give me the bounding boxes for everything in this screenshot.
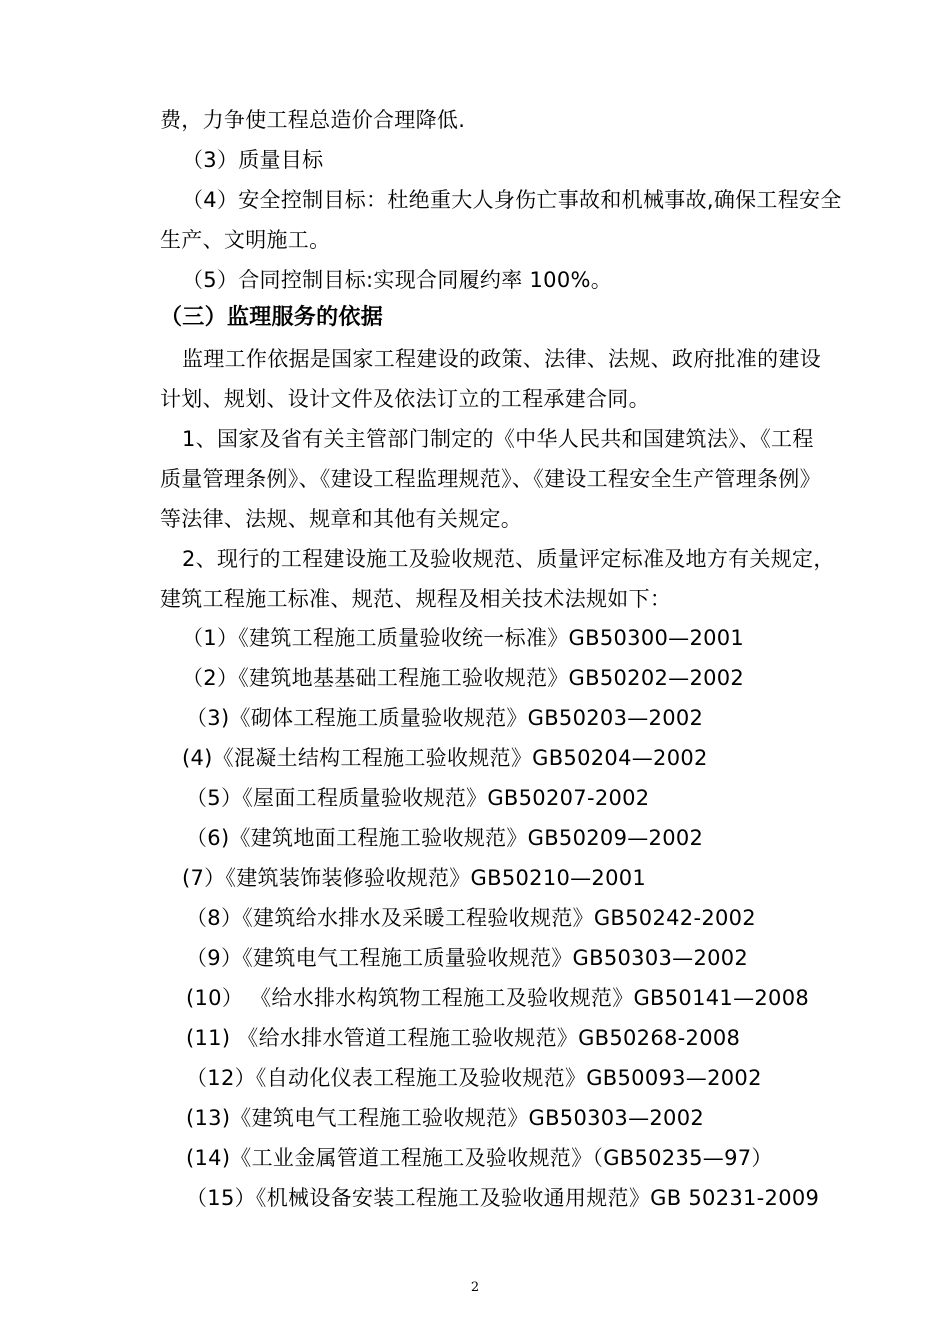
text-line: 费，力争使工程总造价合理降低.	[160, 108, 466, 132]
standard-item: （6)《建筑地面工程施工验收规范》GB50209—2002	[186, 826, 704, 850]
text-line: 监理工作依据是国家工程建设的政策、法律、法规、政府批准的建设	[182, 347, 821, 371]
text-line: 计划、规划、设计文件及依法订立的工程承建合同。	[160, 387, 650, 411]
standard-item: (11) 《给水排水管道工程施工验收规范》GB50268-2008	[186, 1026, 741, 1050]
standard-item: （2）《建筑地基基础工程施工验收规范》GB50202—2002	[182, 666, 745, 690]
standard-item: (4)《混凝土结构工程施工验收规范》GB50204—2002	[182, 746, 708, 770]
standard-item: （9）《建筑电气工程施工质量验收规范》GB50303—2002	[186, 946, 749, 970]
standard-item: （3)《砌体工程施工质量验收规范》GB50203—2002	[186, 706, 704, 730]
standard-item: (13)《建筑电气工程施工验收规范》GB50303—2002	[186, 1106, 705, 1130]
standard-item: （12）《自动化仪表工程施工及验收规范》GB50093—2002	[186, 1066, 762, 1090]
standard-item: (7）《建筑装饰装修验收规范》GB50210—2001	[182, 866, 647, 890]
text-line: 生产、文明施工。	[160, 228, 331, 252]
text-line: （3）质量目标	[182, 148, 324, 172]
standard-item: （8）《建筑给水排水及采暖工程验收规范》GB50242-2002	[186, 906, 756, 930]
text-line: （5）合同控制目标:实现合同履约率 100%。	[182, 268, 613, 292]
text-line: 2、现行的工程建设施工及验收规范、质量评定标准及地方有关规定，	[182, 547, 835, 571]
text-line: 质量管理条例》、《建设工程监理规范》、《建设工程安全生产管理条例》	[160, 467, 821, 491]
text-line: 建筑工程施工标准、规范、规程及相关技术法规如下：	[160, 587, 672, 611]
section-heading: （三）监理服务的依据	[160, 305, 384, 330]
text-line: （4）安全控制目标：杜绝重大人身伤亡事故和机械事故,确保工程安全	[182, 188, 842, 212]
standard-item: (14)《工业金属管道工程施工及验收规范》（GB50235—97）	[186, 1146, 773, 1170]
standard-item: （15）《机械设备安装工程施工及验收通用规范》GB 50231-2009	[186, 1186, 820, 1210]
page-number: 2	[470, 1280, 480, 1295]
standard-item: （1）《建筑工程施工质量验收统一标准》GB50300—2001	[182, 626, 745, 650]
standard-item: （5）《屋面工程质量验收规范》GB50207-2002	[186, 786, 650, 810]
text-line: 1、国家及省有关主管部门制定的《中华人民共和国建筑法》、《工程	[182, 427, 814, 451]
text-line: 等法律、法规、规章和其他有关规定。	[160, 507, 523, 531]
standard-item: (10） 《给水排水构筑物工程施工及验收规范》GB50141—2008	[186, 986, 810, 1010]
